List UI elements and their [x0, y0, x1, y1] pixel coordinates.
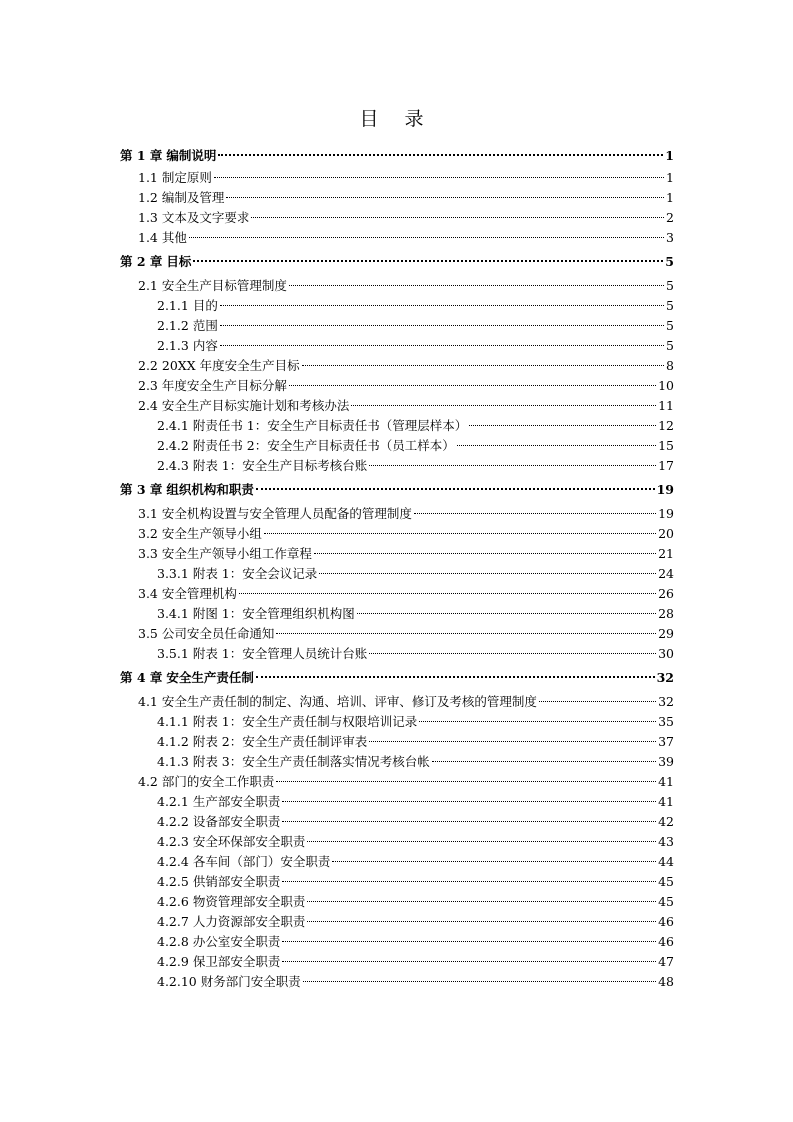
section-title: 部门的安全工作职责 — [161, 774, 275, 789]
page-number: 19 — [658, 506, 674, 521]
page-number: 24 — [658, 566, 674, 581]
page-number: 41 — [658, 774, 674, 789]
toc-entry[interactable] — [120, 604, 674, 624]
toc-entry[interactable] — [120, 544, 674, 564]
section-number: 3.3 — [138, 546, 158, 561]
page-number: 45 — [658, 874, 674, 889]
section-title: 保卫部安全职责 — [192, 954, 281, 969]
chapter-title: 安全生产责任制 — [166, 670, 254, 685]
toc-entry[interactable] — [120, 692, 674, 712]
page-number: 11 — [658, 398, 674, 413]
page-number: 20 — [658, 526, 674, 541]
section-number: 2.3 — [138, 378, 158, 393]
page-number: 15 — [658, 438, 674, 453]
section-number: 1.1 — [138, 170, 158, 185]
page-number: 17 — [658, 458, 674, 473]
section-title: 安全生产目标实施计划和考核办法 — [161, 398, 350, 413]
section-title: 内容 — [192, 338, 218, 353]
section-title: 财务部门安全职责 — [200, 974, 301, 989]
section-title: 安全机构设置与安全管理人员配备的管理制度 — [161, 506, 412, 521]
page-number: 12 — [658, 418, 674, 433]
toc-chapter-2[interactable] — [120, 248, 674, 276]
dot-leader — [469, 425, 656, 426]
section-number: 2.1 — [138, 278, 158, 293]
section-number: 3.4.1 — [157, 606, 189, 621]
dot-leader — [369, 653, 656, 654]
section-title: 附表 1：安全管理人员统计台账 — [192, 646, 368, 661]
section-title: 附责任书 2：安全生产目标责任书（员工样本） — [192, 438, 455, 453]
dot-leader — [256, 488, 655, 490]
section-title: 年度安全生产目标分解 — [161, 378, 287, 393]
toc-chapter-4[interactable] — [120, 664, 674, 692]
section-title: 制定原则 — [161, 170, 212, 185]
section-number: 4.2.6 — [157, 894, 189, 909]
dot-leader — [256, 676, 655, 678]
dot-leader — [282, 941, 656, 942]
dot-leader — [307, 921, 656, 922]
section-number: 4.2.7 — [157, 914, 189, 929]
section-number: 3.5.1 — [157, 646, 189, 661]
page-number: 8 — [666, 358, 674, 373]
section-title: 人力资源部安全职责 — [192, 914, 306, 929]
section-number: 4.2 — [138, 774, 158, 789]
page-number: 43 — [658, 834, 674, 849]
section-number: 4.1.2 — [157, 734, 189, 749]
dot-leader — [282, 821, 656, 822]
dot-leader — [303, 981, 656, 982]
section-title: 安全生产领导小组 — [161, 526, 262, 541]
dot-leader — [332, 861, 656, 862]
dot-leader — [220, 325, 664, 326]
dot-leader — [282, 961, 656, 962]
section-title: 其他 — [161, 230, 187, 245]
dot-leader — [282, 801, 656, 802]
toc-entry[interactable] — [120, 792, 674, 812]
section-number: 2.4.1 — [157, 418, 189, 433]
page-number: 45 — [658, 894, 674, 909]
dot-leader — [319, 573, 656, 574]
page-number: 5 — [666, 278, 674, 293]
dot-leader — [189, 237, 664, 238]
dot-leader — [218, 154, 663, 156]
page-number: 30 — [658, 646, 674, 661]
dot-leader — [289, 285, 664, 286]
toc-chapter-1[interactable] — [120, 144, 674, 168]
page-number: 5 — [666, 298, 674, 313]
section-number: 4.2.5 — [157, 874, 189, 889]
section-title: 物资管理部安全职责 — [192, 894, 306, 909]
dot-leader — [264, 533, 656, 534]
toc-entry[interactable] — [120, 504, 674, 524]
dot-leader — [220, 305, 664, 306]
section-number: 4.2.10 — [157, 974, 197, 989]
section-title: 安全环保部安全职责 — [192, 834, 306, 849]
section-number: 3.4 — [138, 586, 158, 601]
page-number: 1 — [665, 148, 674, 163]
toc-entry[interactable] — [120, 296, 674, 316]
section-title: 设备部安全职责 — [192, 814, 281, 829]
dot-leader — [226, 197, 664, 198]
section-number: 2.4.3 — [157, 458, 189, 473]
dot-leader — [276, 781, 656, 782]
toc-entry[interactable] — [120, 712, 674, 732]
chapter-number: 第 3 章 — [120, 482, 163, 497]
toc-title: 目 录 — [359, 108, 434, 130]
toc-entry[interactable] — [120, 952, 674, 972]
section-number: 2.1.3 — [157, 338, 189, 353]
toc-entry[interactable] — [120, 376, 674, 396]
section-title: 附表 2：安全生产责任制评审表 — [192, 734, 368, 749]
toc-entry[interactable] — [120, 832, 674, 852]
section-number: 1.3 — [138, 210, 158, 225]
toc-entry[interactable] — [120, 564, 674, 584]
page-number: 35 — [658, 714, 674, 729]
section-number: 4.2.3 — [157, 834, 189, 849]
dot-leader — [214, 177, 664, 178]
section-number: 3.5 — [138, 626, 158, 641]
page-number: 32 — [656, 670, 674, 685]
toc-entry[interactable] — [120, 228, 674, 248]
section-title: 公司安全员任命通知 — [161, 626, 275, 641]
dot-leader — [307, 841, 656, 842]
page-number: 41 — [658, 794, 674, 809]
page-number: 21 — [658, 546, 674, 561]
toc-entry[interactable] — [120, 752, 674, 772]
page-number: 2 — [666, 210, 674, 225]
section-title: 附表 3：安全生产责任制落实情况考核台帐 — [192, 754, 430, 769]
dot-leader — [369, 741, 656, 742]
toc-entry[interactable] — [120, 276, 674, 296]
page-number: 46 — [658, 934, 674, 949]
page-number: 37 — [658, 734, 674, 749]
dot-leader — [251, 217, 664, 218]
section-number: 4.2.8 — [157, 934, 189, 949]
chapter-title: 目标 — [166, 254, 192, 269]
dot-leader — [220, 345, 664, 346]
chapter-title: 编制说明 — [166, 148, 217, 163]
section-title: 附表 1：安全生产责任制与权限培训记录 — [192, 714, 418, 729]
page-number: 47 — [658, 954, 674, 969]
dot-leader — [539, 701, 656, 702]
section-number: 4.2.2 — [157, 814, 189, 829]
toc-entry[interactable] — [120, 912, 674, 932]
section-title: 附图 1：安全管理组织机构图 — [192, 606, 355, 621]
toc-entry[interactable] — [120, 732, 674, 752]
section-title: 供销部安全职责 — [192, 874, 281, 889]
section-number: 4.1.3 — [157, 754, 189, 769]
toc-entry[interactable] — [120, 624, 674, 644]
toc-entry[interactable] — [120, 396, 674, 416]
toc-entry[interactable] — [120, 316, 674, 336]
section-number: 2.1.1 — [157, 298, 189, 313]
dot-leader — [419, 721, 656, 722]
section-title: 办公室安全职责 — [192, 934, 281, 949]
page-number: 1 — [666, 190, 674, 205]
toc-entry[interactable] — [120, 852, 674, 872]
section-title: 附表 1：安全会议记录 — [192, 566, 318, 581]
section-number: 2.1.2 — [157, 318, 189, 333]
dot-leader — [282, 881, 656, 882]
toc-entry[interactable] — [120, 456, 674, 476]
chapter-number: 第 2 章 — [120, 254, 163, 269]
page-number: 42 — [658, 814, 674, 829]
page-number: 5 — [666, 338, 674, 353]
section-title: 范围 — [192, 318, 218, 333]
section-number: 4.2.1 — [157, 794, 189, 809]
page-number: 44 — [658, 854, 674, 869]
page-number: 26 — [658, 586, 674, 601]
chapter-title: 组织机构和职责 — [166, 482, 254, 497]
section-title: 安全管理机构 — [161, 586, 237, 601]
section-number: 4.2.4 — [157, 854, 189, 869]
toc-entry[interactable] — [120, 872, 674, 892]
toc-entry[interactable] — [120, 336, 674, 356]
dot-leader — [307, 901, 656, 902]
section-title: 附责任书 1：安全生产目标责任书（管理层样本） — [192, 418, 468, 433]
page-number: 28 — [658, 606, 674, 621]
section-number: 3.1 — [138, 506, 158, 521]
toc-entry[interactable] — [120, 972, 674, 992]
page-number: 46 — [658, 914, 674, 929]
toc-entry[interactable] — [120, 168, 674, 188]
dot-leader — [314, 553, 656, 554]
section-number: 4.1 — [138, 694, 158, 709]
toc-entry[interactable] — [120, 188, 674, 208]
toc-entry[interactable] — [120, 356, 674, 376]
chapter-number: 第 4 章 — [120, 670, 163, 685]
page-number: 19 — [656, 482, 674, 497]
dot-leader — [289, 385, 656, 386]
section-title: 编制及管理 — [161, 190, 225, 205]
chapter-number: 第 1 章 — [120, 148, 163, 163]
dot-leader — [414, 513, 656, 514]
toc-entry[interactable] — [120, 772, 674, 792]
dot-leader — [369, 465, 656, 466]
section-number: 4.2.9 — [157, 954, 189, 969]
section-number: 3.2 — [138, 526, 158, 541]
table-of-contents — [120, 144, 674, 992]
dot-leader — [239, 593, 656, 594]
section-title: 文本及文字要求 — [161, 210, 250, 225]
page-number: 39 — [658, 754, 674, 769]
page-number: 5 — [665, 254, 674, 269]
toc-entry[interactable] — [120, 892, 674, 912]
dot-leader — [457, 445, 656, 446]
section-number: 3.3.1 — [157, 566, 189, 581]
section-number: 4.1.1 — [157, 714, 189, 729]
section-number: 2.4 — [138, 398, 158, 413]
section-number: 1.4 — [138, 230, 158, 245]
page-number: 48 — [658, 974, 674, 989]
toc-entry[interactable] — [120, 416, 674, 436]
section-title: 生产部安全职责 — [192, 794, 281, 809]
section-title: 安全生产责任制的制定、沟通、培训、评审、修订及考核的管理制度 — [161, 694, 537, 709]
dot-leader — [302, 365, 664, 366]
toc-entry[interactable] — [120, 436, 674, 456]
toc-chapter-3[interactable] — [120, 476, 674, 504]
page-number: 10 — [658, 378, 674, 393]
section-number: 2.2 — [138, 358, 158, 373]
dot-leader — [276, 633, 656, 634]
toc-entry[interactable] — [120, 208, 674, 228]
section-number: 2.4.2 — [157, 438, 189, 453]
page-number: 29 — [658, 626, 674, 641]
section-title: 安全生产目标管理制度 — [161, 278, 287, 293]
page-number: 1 — [666, 170, 674, 185]
page-number: 3 — [666, 230, 674, 245]
toc-entry[interactable] — [120, 644, 674, 664]
page-number: 32 — [658, 694, 674, 709]
dot-leader — [357, 613, 656, 614]
section-number: 1.2 — [138, 190, 158, 205]
page-number: 5 — [666, 318, 674, 333]
section-title: 安全生产领导小组工作章程 — [161, 546, 312, 561]
dot-leader — [351, 405, 656, 406]
dot-leader — [432, 761, 656, 762]
section-title: 各车间（部门）安全职责 — [192, 854, 331, 869]
section-title: 附表 1：安全生产目标考核台账 — [192, 458, 368, 473]
toc-entry[interactable] — [120, 812, 674, 832]
toc-entry[interactable] — [120, 932, 674, 952]
section-title: 目的 — [192, 298, 218, 313]
dot-leader — [193, 260, 663, 262]
section-title: 20XX 年度安全生产目标 — [161, 358, 300, 373]
toc-entry[interactable] — [120, 524, 674, 544]
toc-entry[interactable] — [120, 584, 674, 604]
